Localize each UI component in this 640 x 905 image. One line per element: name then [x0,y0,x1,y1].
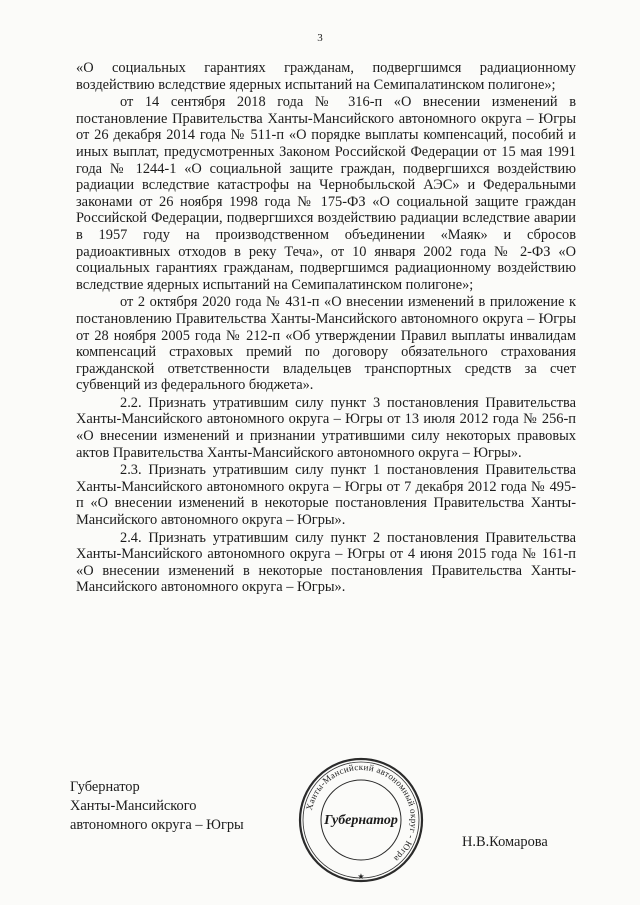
paragraph-2-2: 2.2. Признать утратившим силу пункт 3 постановления Правительства Ханты-Мансийского автономного округа – Югры от 13 июля 2012 года № 256-п «О внесении изменений и признании утратившими силу некоторых правовых актов Правительства Ханты-Мансийского автономного округа – Югры». [76,394,576,461]
seal-star-icon: ★ [357,872,365,881]
page-number: 3 [317,32,323,44]
official-seal [296,755,426,885]
signatory-title-line: Ханты-Мансийского [70,798,197,814]
document-body [76,60,576,596]
signatory-title [70,778,244,835]
paragraph-item-2020: от 2 октября 2020 года № 431-п «О внесении изменений в приложение к постановлению Правительства Ханты-Мансийского автономного округа – Югры от 28 ноября 2005 года № 212-п «Об утверждении Правил выплаты инвалидам компенсаций страховых премий по договору обязательного страхования гражданской ответственности владельцев транспортных средств за счет субвенций из федерального бюджета». [76,294,576,394]
seal-center-text: Губернатор [324,813,398,828]
signatory-title-line: Губернатор [70,779,140,795]
paragraph-continuation: «О социальных гарантиях гражданам, подвергшимся радиационному воздействию вследствие ядерных испытаний на Семипалатинском полигоне»; [76,60,576,93]
paragraph-2-3: 2.3. Признать утратившим силу пункт 1 постановления Правительства Ханты-Мансийского автономного округа – Югры от 7 декабря 2012 года № 495-п «О внесении изменений в некоторые постановления Правительства Ханты-Мансийского автономного округа – Югры». [76,462,576,529]
seal-ring-text: Ханты-Мансийский автономный округ - Югра [304,761,420,865]
paragraph-2-4: 2.4. Признать утратившим силу пункт 2 постановления Правительства Ханты-Мансийского автономного округа – Югры от 4 июня 2015 года № 161-п «О внесении изменений в некоторые постановления Правительства Ханты-Мансийского автономного округа – Югры». [76,529,576,596]
signatory-name: Н.В.Комарова [462,834,548,850]
paragraph-item-2018: от 14 сентября 2018 года № 316-п «О внесении изменений в постановление Правительства Ханты-Мансийского автономного округа – Югры от 26 декабря 2014 года № 511-п «О порядке выплаты компенсаций, пособий и иных выплат, предусмотренных Законом Российской Федерации от 15 мая 1991 года № 1244-1 «О социальной защите граждан, подвергшихся воздействию радиации вследствие катастрофы на Чернобыльской АЭС» и Федеральными законами от 26 ноября 1998 года № 175-ФЗ «О социальной защите граждан Российской Федерации, подвергшихся воздействию радиации вследствие аварии в 1957 году на производственном объединении «Маяк» и сбросов радиоактивных отходов в реку Теча», от 10 января 2002 года № 2-ФЗ «О социальных гарантиях гражданам, подвергшимся радиационному воздействию вследствие ядерных испытаний на Семипалатинском полигоне»; [76,94,576,293]
signatory-title-line: автономного округа – Югры [70,817,244,833]
